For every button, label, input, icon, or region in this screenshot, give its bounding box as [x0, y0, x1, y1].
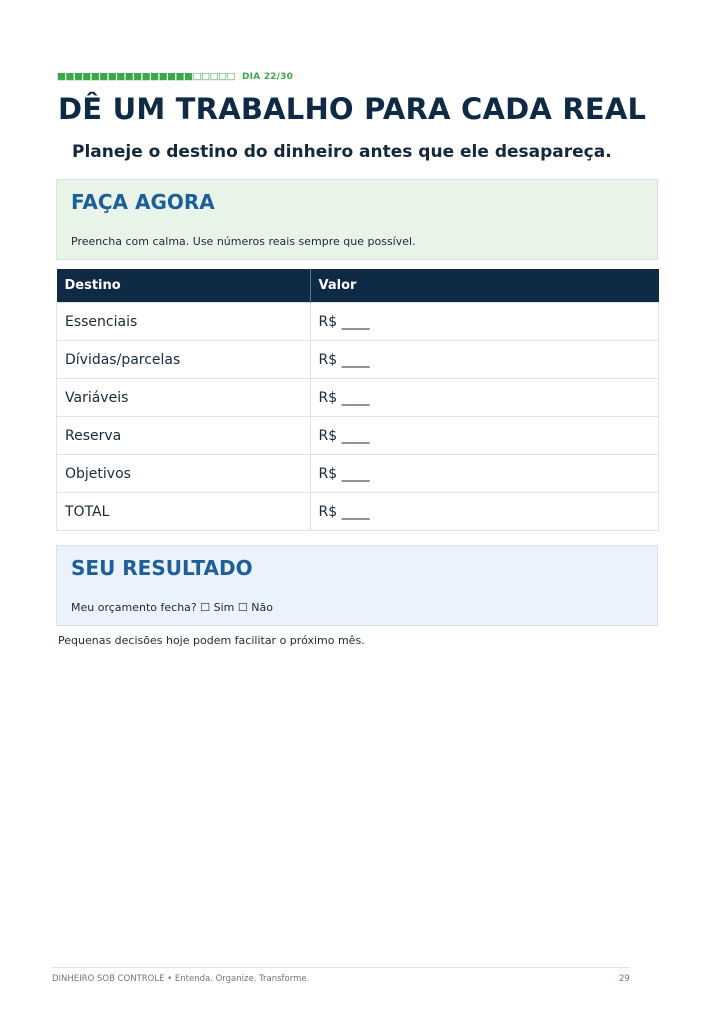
header-destino: Destino [57, 269, 311, 303]
row-destino: Dívidas/parcelas [57, 341, 311, 379]
table-row [57, 379, 659, 417]
row-valor-field[interactable]: R$ ____ [310, 379, 659, 417]
budget-table [56, 269, 659, 531]
result-box [56, 545, 658, 626]
footer-divider [52, 967, 630, 968]
table-row [57, 341, 659, 379]
row-valor-field[interactable]: R$ ____ [310, 493, 659, 531]
progress-indicator [57, 71, 293, 82]
action-box-text: Preencha com calma. Use números reais sempre que possível. [71, 235, 416, 248]
header-valor: Valor [310, 269, 659, 303]
page-number: 29 [619, 974, 630, 984]
row-destino: Reserva [57, 417, 311, 455]
table-row [57, 455, 659, 493]
row-valor-field[interactable]: R$ ____ [310, 303, 659, 341]
table-row [57, 303, 659, 341]
result-box-heading: SEU RESULTADO [71, 556, 253, 580]
progress-bar: ■■■■■■■■■■■■■■■■□□□□□ [57, 71, 235, 82]
row-destino: Essenciais [57, 303, 311, 341]
result-box-text: Meu orçamento fecha? ☐ Sim ☐ Não [71, 601, 273, 614]
page-title: DÊ UM TRABALHO PARA CADA REAL [58, 92, 647, 126]
table-row-total [57, 493, 659, 531]
action-box [56, 179, 658, 260]
action-box-heading: FAÇA AGORA [71, 190, 215, 214]
row-destino: Objetivos [57, 455, 311, 493]
row-valor-field[interactable]: R$ ____ [310, 417, 659, 455]
table-header-row [57, 269, 659, 303]
table-row [57, 417, 659, 455]
page-subtitle: Planeje o destino do dinheiro antes que ele desapareça. [72, 142, 612, 162]
row-valor-field[interactable]: R$ ____ [310, 341, 659, 379]
footnote: Pequenas decisões hoje podem facilitar o próximo mês. [58, 634, 365, 647]
footer-text: DINHEIRO SOB CONTROLE • Entenda. Organize. Transforme. [52, 974, 310, 984]
row-valor-field[interactable]: R$ ____ [310, 455, 659, 493]
row-destino: TOTAL [57, 493, 311, 531]
day-counter: DIA 22/30 [242, 72, 294, 82]
row-destino: Variáveis [57, 379, 311, 417]
